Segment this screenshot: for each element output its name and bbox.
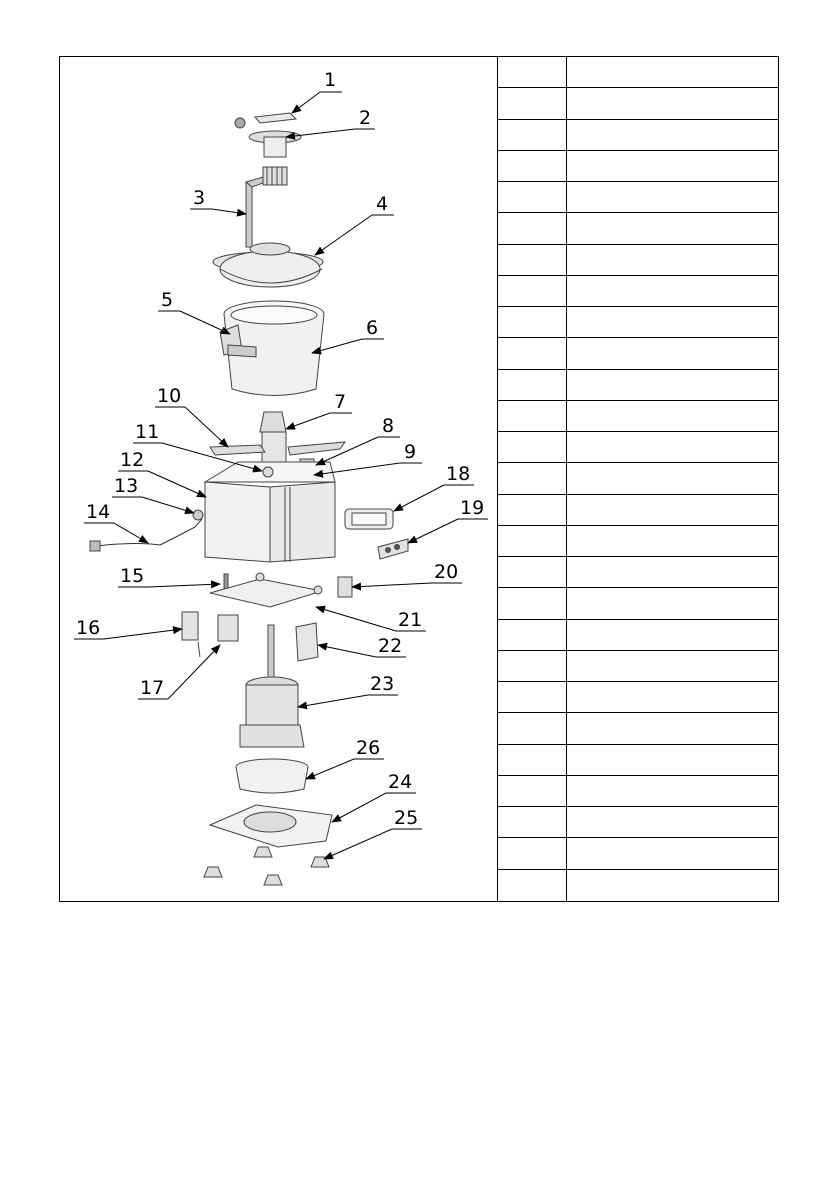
- part-number-cell: [498, 120, 567, 150]
- callout-15: 15: [120, 565, 145, 587]
- callout-6: 6: [366, 317, 379, 339]
- part-name-cell: [568, 588, 778, 618]
- callout-23: 23: [370, 673, 395, 695]
- part-number-cell: [498, 588, 567, 618]
- part-number-cell: [498, 682, 567, 712]
- part-name-cell: [568, 776, 778, 806]
- callout-11: 11: [135, 421, 160, 443]
- part-number-cell: [498, 776, 567, 806]
- part-name-cell: [568, 213, 778, 243]
- part-name-cell: [568, 88, 778, 118]
- table-row: [498, 713, 778, 744]
- part-name-cell: [568, 870, 778, 901]
- table-row: [498, 588, 778, 619]
- table-row: [498, 463, 778, 494]
- part-number-cell: [498, 182, 567, 212]
- callout-5: 5: [161, 289, 174, 311]
- part-number-cell: [498, 620, 567, 650]
- table-row: [498, 838, 778, 869]
- callout-18: 18: [446, 463, 471, 485]
- table-row: [498, 745, 778, 776]
- table-row: [498, 182, 778, 213]
- part-name-cell: [568, 745, 778, 775]
- part-number-cell: [498, 495, 567, 525]
- part-number-cell: [498, 213, 567, 243]
- part-name-cell: [568, 401, 778, 431]
- part-name-cell: [568, 713, 778, 743]
- table-row: [498, 526, 778, 557]
- callout-4: 4: [376, 193, 389, 215]
- part-number-cell: [498, 870, 567, 901]
- part-name-cell: [568, 307, 778, 337]
- table-row: [498, 776, 778, 807]
- callout-8: 8: [382, 415, 395, 437]
- part-number-cell: [498, 463, 567, 493]
- callout-17: 17: [140, 677, 165, 699]
- table-row: [498, 120, 778, 151]
- part-number-cell: [498, 526, 567, 556]
- callout-20: 20: [434, 561, 459, 583]
- table-row: [498, 807, 778, 838]
- callout-21: 21: [398, 609, 423, 631]
- part-name-cell: [568, 151, 778, 181]
- table-row: [498, 870, 778, 901]
- callout-24: 24: [388, 771, 413, 793]
- part-number-cell: [498, 745, 567, 775]
- part-name-cell: [568, 495, 778, 525]
- exploded-diagram-panel: [60, 57, 498, 901]
- part-name-cell: [568, 620, 778, 650]
- table-row: [498, 276, 778, 307]
- exploded-diagram: [60, 57, 497, 901]
- table-row: [498, 307, 778, 338]
- callout-16: 16: [76, 617, 101, 639]
- part-number-cell: [498, 245, 567, 275]
- callout-12: 12: [120, 449, 145, 471]
- table-row: [498, 557, 778, 588]
- part-name-cell: [568, 338, 778, 368]
- table-row: [498, 401, 778, 432]
- part-name-cell: [568, 807, 778, 837]
- table-row: [498, 151, 778, 182]
- parts-drawing: [90, 113, 408, 885]
- part-name-cell: [568, 245, 778, 275]
- table-row: [498, 57, 778, 88]
- part-name-cell: [568, 182, 778, 212]
- callout-1: 1: [324, 69, 337, 91]
- exploded-view-frame: [59, 56, 779, 902]
- parts-list-table: [498, 57, 778, 901]
- callout-2: 2: [359, 107, 372, 129]
- table-row: [498, 245, 778, 276]
- part-name-cell: [568, 57, 778, 87]
- part-number-cell: [498, 370, 567, 400]
- part-number-cell: [498, 276, 567, 306]
- table-row: [498, 88, 778, 119]
- part-name-cell: [568, 651, 778, 681]
- table-row: [498, 651, 778, 682]
- callout-7: 7: [334, 391, 347, 413]
- callout-26: 26: [356, 737, 381, 759]
- part-name-cell: [568, 557, 778, 587]
- part-number-cell: [498, 713, 567, 743]
- part-number-cell: [498, 807, 567, 837]
- part-name-cell: [568, 463, 778, 493]
- table-row: [498, 370, 778, 401]
- callout-10: 10: [157, 385, 182, 407]
- part-name-cell: [568, 682, 778, 712]
- table-row: [498, 432, 778, 463]
- part-number-cell: [498, 151, 567, 181]
- part-number-cell: [498, 338, 567, 368]
- callout-13: 13: [114, 475, 139, 497]
- callout-14: 14: [86, 501, 111, 523]
- part-number-cell: [498, 307, 567, 337]
- part-number-cell: [498, 651, 567, 681]
- part-number-cell: [498, 838, 567, 868]
- part-number-cell: [498, 557, 567, 587]
- part-number-cell: [498, 432, 567, 462]
- part-name-cell: [568, 432, 778, 462]
- table-row: [498, 213, 778, 244]
- part-name-cell: [568, 370, 778, 400]
- callout-3: 3: [193, 187, 206, 209]
- table-row: [498, 495, 778, 526]
- part-name-cell: [568, 526, 778, 556]
- part-name-cell: [568, 120, 778, 150]
- callout-9: 9: [404, 441, 417, 463]
- table-row: [498, 682, 778, 713]
- part-name-cell: [568, 838, 778, 868]
- callout-22: 22: [378, 635, 403, 657]
- part-number-cell: [498, 57, 567, 87]
- callout-25: 25: [394, 807, 419, 829]
- part-number-cell: [498, 401, 567, 431]
- part-number-cell: [498, 88, 567, 118]
- part-name-cell: [568, 276, 778, 306]
- callout-19: 19: [460, 497, 485, 519]
- table-row: [498, 620, 778, 651]
- table-row: [498, 338, 778, 369]
